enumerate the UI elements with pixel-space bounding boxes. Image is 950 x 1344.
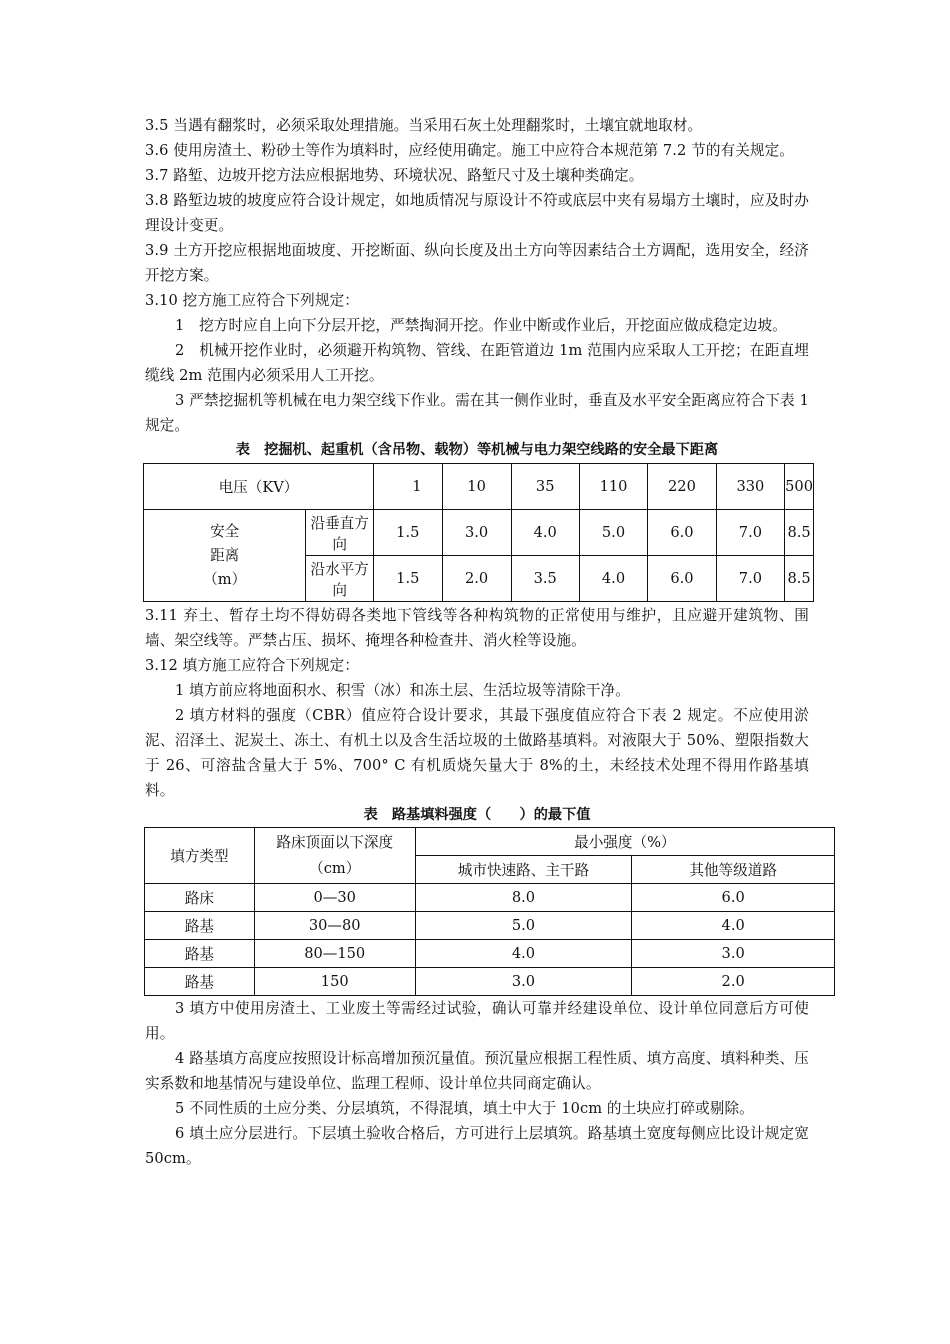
fill-strength-table bbox=[144, 827, 835, 996]
clause-3-12: 3.12 填方施工应符合下列规定： bbox=[145, 657, 359, 674]
horizontal-cell: 8.5 bbox=[785, 556, 814, 602]
clause-3-12-item-4: 4 路基填方高度应按照设计标高增加预沉量值。预沉量应根据工程性质、填方高度、填料种类、压实系数和地基情况与建设单位、监理工程师、设计单位共同商定确认。 bbox=[145, 1050, 809, 1092]
distance-label-line: （m） bbox=[203, 570, 247, 588]
min-strength-header: 最小强度（%） bbox=[415, 828, 834, 856]
clause-3-12-item-2: 2 填方材料的强度（CBR）值应符合设计要求，其最下强度值应符合下表 2 规定。不应使用淤泥、沼泽土、泥炭土、冻土、有机土以及含生活垃圾的土做路基填料。对液限大于 50%、塑限指数大于 26、可溶盐含量大于 5%、700° C 有机质烧矢量大于 8%的土，未经技术处理不得用作路基填料。 bbox=[145, 707, 809, 799]
table-row bbox=[145, 968, 835, 996]
horizontal-cell: 3.5 bbox=[511, 556, 579, 602]
clause-3-12-item-5: 5 不同性质的土应分类、分层填筑，不得混填，填土中大于 10cm 的土块应打碎或剔除。 bbox=[175, 1100, 754, 1117]
fill-type-cell: 路床 bbox=[145, 884, 255, 912]
vertical-cell: 5.0 bbox=[579, 510, 647, 556]
voltage-cell: 220 bbox=[648, 464, 716, 510]
fill-type-cell: 路基 bbox=[145, 940, 255, 968]
clause-3-11: 3.11 弃土、暂存土均不得妨碍各类地下管线等各种构筑物的正常使用与维护，且应避开建筑物、围墙、架空线等。严禁占压、损坏、掩埋各种检查井、消火栓等设施。 bbox=[145, 607, 809, 649]
vertical-cell: 4.0 bbox=[511, 510, 579, 556]
express-cell: 4.0 bbox=[415, 940, 632, 968]
voltage-header: 电压（KV） bbox=[144, 464, 374, 510]
vertical-cell: 6.0 bbox=[648, 510, 716, 556]
depth-cell: 0—30 bbox=[254, 884, 415, 912]
express-cell: 3.0 bbox=[415, 968, 632, 996]
clause-3-10-item-2: 2 机械开挖作业时，必须避开构筑物、管线、在距管道边 1m 范围内应采取人工开挖；在距直埋缆线 2m 范围内必须采用人工开挖。 bbox=[145, 342, 809, 384]
vertical-cell: 8.5 bbox=[785, 510, 814, 556]
other-cell: 2.0 bbox=[632, 968, 835, 996]
horizontal-cell: 2.0 bbox=[442, 556, 511, 602]
fill-type-cell: 路基 bbox=[145, 912, 255, 940]
clause-3-5: 3.5 当遇有翻浆时，必须采取处理措施。当采用石灰土处理翻浆时，土壤宜就地取材。 bbox=[145, 117, 703, 134]
depth-cell: 80—150 bbox=[254, 940, 415, 968]
depth-header bbox=[254, 828, 415, 884]
table-row bbox=[144, 510, 814, 556]
express-cell: 8.0 bbox=[415, 884, 632, 912]
table-row bbox=[145, 828, 835, 856]
clause-3-10-item-3: 3 严禁挖掘机等机械在电力架空线下作业。需在其一侧作业时，垂直及水平安全距离应符合下表 1 规定。 bbox=[145, 392, 809, 434]
vertical-cell: 3.0 bbox=[442, 510, 511, 556]
clause-3-8: 3.8 路堑边坡的坡度应符合设计规定，如地质情况与原设计不符或底层中夹有易塌方土壤时，应及时办理设计变更。 bbox=[145, 192, 809, 234]
horizontal-cell: 4.0 bbox=[579, 556, 647, 602]
table-row bbox=[144, 464, 814, 510]
depth-cell: 30—80 bbox=[254, 912, 415, 940]
horizontal-label: 沿水平方向 bbox=[306, 556, 374, 602]
clause-3-7: 3.7 路堑、边坡开挖方法应根据地势、环境状况、路堑尺寸及土壤种类确定。 bbox=[145, 167, 644, 184]
other-road-header: 其他等级道路 bbox=[632, 856, 835, 884]
distance-header bbox=[144, 510, 306, 602]
table2-caption: 表 路基填料强度（ ）的最下值 bbox=[363, 807, 591, 823]
depth-cell: 150 bbox=[254, 968, 415, 996]
fill-type-cell: 路基 bbox=[145, 968, 255, 996]
clause-3-9: 3.9 土方开挖应根据地面坡度、开挖断面、纵向长度及出土方向等因素结合土方调配，选用安全，经济开挖方案。 bbox=[145, 242, 809, 284]
fill-type-header: 填方类型 bbox=[145, 828, 255, 884]
express-road-header: 城市快速路、主干路 bbox=[415, 856, 632, 884]
vertical-label: 沿垂直方向 bbox=[306, 510, 374, 556]
voltage-cell: 110 bbox=[579, 464, 647, 510]
voltage-cell: 500 bbox=[785, 464, 814, 510]
clause-3-12-item-6: 6 填土应分层进行。下层填土验收合格后，方可进行上层填筑。路基填土宽度每侧应比设计规定宽 50cm。 bbox=[145, 1125, 809, 1167]
depth-header-line: （cm） bbox=[309, 859, 361, 877]
voltage-cell: 330 bbox=[716, 464, 784, 510]
vertical-cell: 7.0 bbox=[716, 510, 784, 556]
other-cell: 3.0 bbox=[632, 940, 835, 968]
clause-3-10: 3.10 挖方施工应符合下列规定： bbox=[145, 292, 359, 309]
document-page bbox=[145, 113, 813, 1171]
voltage-cell: 35 bbox=[511, 464, 579, 510]
voltage-cell: 10 bbox=[442, 464, 511, 510]
distance-label-line: 安全 bbox=[210, 522, 240, 540]
vertical-cell: 1.5 bbox=[374, 510, 443, 556]
express-cell: 5.0 bbox=[415, 912, 632, 940]
voltage-cell: 1 bbox=[374, 464, 443, 510]
table-row bbox=[145, 940, 835, 968]
table1-caption: 表 挖掘机、起重机（含吊物、载物）等机械与电力架空线路的安全最下距离 bbox=[235, 442, 719, 458]
distance-label-line: 距离 bbox=[210, 546, 240, 564]
clause-3-12-item-1: 1 填方前应将地面积水、积雪（冰）和冻土层、生活垃圾等清除干净。 bbox=[175, 682, 630, 699]
other-cell: 4.0 bbox=[632, 912, 835, 940]
table-row bbox=[145, 912, 835, 940]
other-cell: 6.0 bbox=[632, 884, 835, 912]
clause-3-6: 3.6 使用房渣土、粉砂土等作为填料时，应经使用确定。施工中应符合本规范第 7.2 节的有关规定。 bbox=[145, 142, 794, 159]
clause-3-12-item-3: 3 填方中使用房渣土、工业废土等需经过试验，确认可靠并经建设单位、设计单位同意后方可使用。 bbox=[145, 1000, 809, 1042]
table-row bbox=[145, 884, 835, 912]
clause-3-10-item-1: 1 挖方时应自上向下分层开挖，严禁掏洞开挖。作业中断或作业后，开挖面应做成稳定边坡。 bbox=[175, 317, 787, 334]
horizontal-cell: 1.5 bbox=[374, 556, 443, 602]
horizontal-cell: 6.0 bbox=[648, 556, 716, 602]
safety-distance-table bbox=[143, 463, 814, 602]
depth-header-line: 路床顶面以下深度 bbox=[276, 833, 394, 851]
horizontal-cell: 7.0 bbox=[716, 556, 784, 602]
